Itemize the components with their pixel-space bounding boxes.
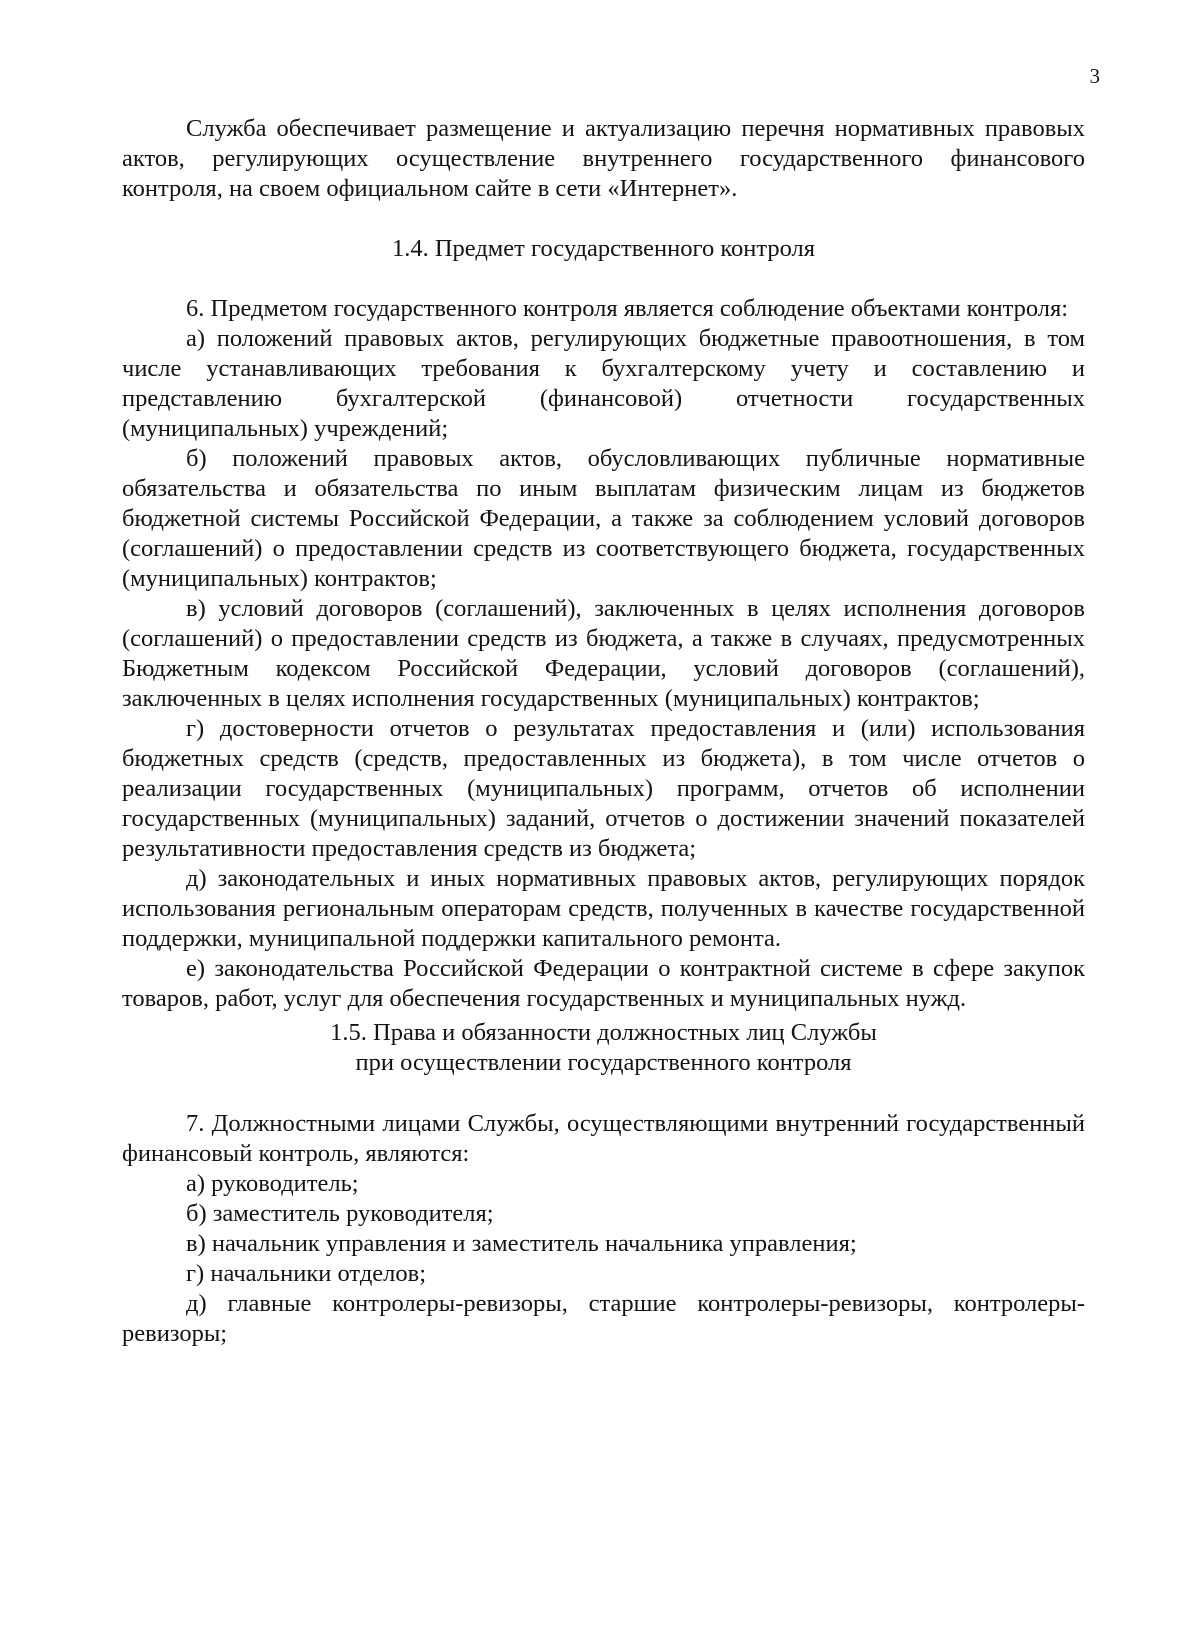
- item-7-a: а) руководитель;: [186, 1170, 359, 1197]
- section-1-5-heading-line2: при осуществлении государственного контроля: [355, 1049, 852, 1076]
- item-7-d: д) главные контролеры-ревизоры, старшие контролеры-ревизоры, контролеры-ревизоры;: [122, 1290, 1085, 1347]
- item-6-intro: 6. Предметом государственного контроля является соблюдение объектами контроля:: [186, 295, 1069, 322]
- item-6-b: б) положений правовых актов, обусловливающих публичные нормативные обязательства и обязательства по иным выплатам физическим лицам из бюджетов бюджетной системы Российской Федерации, а также за соблюдением условий договоров (соглашений) о предоставлении средств из соответствующего бюджета, государственных (муниципальных) контрактов;: [122, 445, 1085, 592]
- item-7-b: б) заместитель руководителя;: [186, 1200, 494, 1227]
- item-6-a: а) положений правовых актов, регулирующих бюджетные правоотношения, в том числе устанавливающих требования к бухгалтерскому учету и составлению и представлению бухгалтерской (финансовой) отчетности государственных (муниципальных) учреждений;: [122, 325, 1085, 442]
- section-1-5-heading-line1: 1.5. Права и обязанности должностных лиц Службы: [330, 1019, 877, 1046]
- document-body: [122, 114, 1085, 1349]
- item-6-v: в) условий договоров (соглашений), заключенных в целях исполнения договоров (соглашений) о предоставлении средств из бюджета, а также в случаях, предусмотренных Бюджетным кодексом Российской Федерации, условий договоров (соглашений), заключенных в целях исполнения государственных (муниципальных) контрактов;: [122, 595, 1085, 712]
- section-1-4-heading: 1.4. Предмет государственного контроля: [391, 235, 816, 262]
- item-7-intro: 7. Должностными лицами Службы, осуществляющими внутренний государственный финансовый контроль, являются:: [122, 1110, 1085, 1167]
- item-7-v: в) начальник управления и заместитель начальника управления;: [186, 1230, 857, 1257]
- item-6-g: г) достоверности отчетов о результатах предоставления и (или) использования бюджетных средств (средств, предоставленных из бюджета), в том числе отчетов о реализации государственных (муниципальных) программ, отчетов об исполнении государственных (муниципальных) заданий, отчетов о достижении значений показателей результативности предоставления средств из бюджета;: [122, 715, 1085, 862]
- item-7-g: г) начальники отделов;: [186, 1260, 427, 1287]
- section-1-5-heading: [122, 1018, 1085, 1078]
- intro-paragraph: Служба обеспечивает размещение и актуализацию перечня нормативных правовых актов, регулирующих осуществление внутреннего государственного финансового контроля, на своем официальном сайте в сети «Интернет».: [122, 115, 1085, 202]
- page-number: 3: [1089, 64, 1100, 88]
- item-6-e: е) законодательства Российской Федерации о контрактной системе в сфере закупок товаров, работ, услуг для обеспечения государственных и муниципальных нужд.: [122, 955, 1085, 1012]
- item-6-d: д) законодательных и иных нормативных правовых актов, регулирующих порядок использования региональным операторам средств, полученных в качестве государственной поддержки, муниципальной поддержки капитального ремонта.: [122, 865, 1085, 952]
